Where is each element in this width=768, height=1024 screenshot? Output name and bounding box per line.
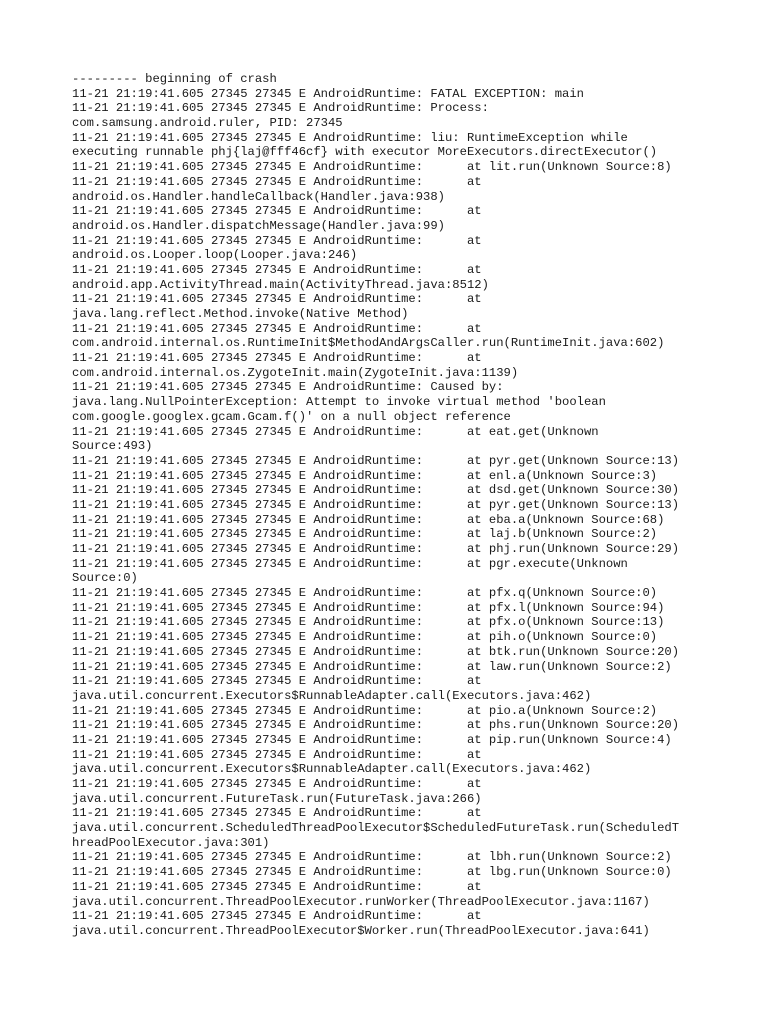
- log-line: 11-21 21:19:41.605 27345 27345 E AndroidRuntime: at lit.run(Unknown Source:8): [72, 160, 672, 175]
- log-line: java.util.concurrent.ThreadPoolExecutor$Worker.run(ThreadPoolExecutor.java:641): [72, 923, 650, 938]
- log-line: 11-21 21:19:41.605 27345 27345 E AndroidRuntime: at: [72, 351, 482, 366]
- log-line: 11-21 21:19:41.605 27345 27345 E AndroidRuntime: at pip.run(Unknown Source:4): [72, 732, 672, 747]
- log-line: 11-21 21:19:41.605 27345 27345 E AndroidRuntime: at law.run(Unknown Source:2): [72, 659, 672, 674]
- log-line: 11-21 21:19:41.605 27345 27345 E AndroidRuntime: at dsd.get(Unknown Source:30): [72, 483, 680, 498]
- log-line: com.google.googlex.gcam.Gcam.f()' on a null object reference: [72, 409, 511, 424]
- log-line: executing runnable phj{laj@fff46cf} with executor MoreExecutors.directExecutor(): [72, 145, 658, 160]
- log-line: 11-21 21:19:41.605 27345 27345 E AndroidRuntime: at phj.run(Unknown Source:29): [72, 542, 680, 556]
- log-line: com.android.internal.os.RuntimeInit$MethodAndArgsCaller.run(RuntimeInit.java:602): [72, 336, 665, 351]
- log-line: 11-21 21:19:41.605 27345 27345 E AndroidRuntime: liu: RuntimeException while: [72, 130, 628, 145]
- log-line: 11-21 21:19:41.605 27345 27345 E AndroidRuntime: at: [72, 879, 482, 894]
- log-line: 11-21 21:19:41.605 27345 27345 E AndroidRuntime: at: [72, 174, 482, 189]
- log-line: android.os.Looper.loop(Looper.java:246): [72, 248, 358, 263]
- log-line: 11-21 21:19:41.605 27345 27345 E AndroidRuntime: at lbg.run(Unknown Source:0): [72, 865, 672, 880]
- log-line: 11-21 21:19:41.605 27345 27345 E AndroidRuntime: at lbh.run(Unknown Source:2): [72, 850, 672, 865]
- log-line: android.app.ActivityThread.main(ActivityThread.java:8512): [72, 277, 489, 292]
- log-line: 11-21 21:19:41.605 27345 27345 E AndroidRuntime: at: [72, 204, 482, 219]
- log-line: 11-21 21:19:41.605 27345 27345 E AndroidRuntime: at eat.get(Unknown: [72, 424, 599, 439]
- log-line: 11-21 21:19:41.605 27345 27345 E AndroidRuntime: at pfx.l(Unknown Source:94): [72, 600, 665, 615]
- log-line: java.util.concurrent.FutureTask.run(FutureTask.java:266): [72, 791, 482, 806]
- log-line: 11-21 21:19:41.605 27345 27345 E AndroidRuntime: at pih.o(Unknown Source:0): [72, 630, 658, 645]
- log-line: 11-21 21:19:41.605 27345 27345 E AndroidRuntime: at pgr.execute(Unknown: [72, 556, 628, 571]
- log-line: 11-21 21:19:41.605 27345 27345 E AndroidRuntime: at btk.run(Unknown Source:20): [72, 644, 680, 659]
- log-line: 11-21 21:19:41.605 27345 27345 E AndroidRuntime: at: [72, 674, 482, 689]
- log-line: java.util.concurrent.ScheduledThreadPoolExecutor$ScheduledFutureTask.run(ScheduledT: [72, 821, 680, 836]
- log-line: java.util.concurrent.Executors$RunnableAdapter.call(Executors.java:462): [72, 762, 592, 777]
- log-line: java.util.concurrent.ThreadPoolExecutor.runWorker(ThreadPoolExecutor.java:1167): [72, 894, 650, 909]
- log-line: 11-21 21:19:41.605 27345 27345 E AndroidRuntime: at pfx.o(Unknown Source:13): [72, 615, 665, 630]
- log-line: 11-21 21:19:41.605 27345 27345 E AndroidRuntime: at pyr.get(Unknown Source:13): [72, 453, 680, 468]
- log-line: 11-21 21:19:41.605 27345 27345 E AndroidRuntime: Caused by:: [72, 380, 504, 395]
- log-line: 11-21 21:19:41.605 27345 27345 E AndroidRuntime: at phs.run(Unknown Source:20): [72, 718, 680, 733]
- log-line: --------- beginning of crash: [72, 72, 277, 86]
- log-line: java.lang.NullPointerException: Attempt to invoke virtual method 'boolean: [72, 395, 606, 410]
- log-line: 11-21 21:19:41.605 27345 27345 E AndroidRuntime: at pio.a(Unknown Source:2): [72, 703, 658, 718]
- log-line: 11-21 21:19:41.605 27345 27345 E AndroidRuntime: at: [72, 292, 482, 307]
- log-line: 11-21 21:19:41.605 27345 27345 E AndroidRuntime: at: [72, 233, 482, 248]
- log-line: 11-21 21:19:41.605 27345 27345 E AndroidRuntime: at enl.a(Unknown Source:3): [72, 468, 658, 483]
- log-line: 11-21 21:19:41.605 27345 27345 E AndroidRuntime: at: [72, 321, 482, 336]
- log-line: 11-21 21:19:41.605 27345 27345 E AndroidRuntime: Process:: [72, 101, 489, 116]
- log-line: hreadPoolExecutor.java:301): [72, 835, 270, 850]
- log-line: 11-21 21:19:41.605 27345 27345 E AndroidRuntime: at pfx.q(Unknown Source:0): [72, 586, 658, 601]
- log-line: 11-21 21:19:41.605 27345 27345 E AndroidRuntime: at eba.a(Unknown Source:68): [72, 512, 665, 527]
- log-line: 11-21 21:19:41.605 27345 27345 E AndroidRuntime: at pyr.get(Unknown Source:13): [72, 497, 680, 512]
- log-line: 11-21 21:19:41.605 27345 27345 E AndroidRuntime: at: [72, 777, 482, 791]
- log-line: java.util.concurrent.Executors$RunnableAdapter.call(Executors.java:462): [72, 688, 592, 703]
- log-line: 11-21 21:19:41.605 27345 27345 E AndroidRuntime: at: [72, 262, 482, 277]
- log-line: com.android.internal.os.ZygoteInit.main(ZygoteInit.java:1139): [72, 365, 519, 380]
- log-line: android.os.Handler.handleCallback(Handler.java:938): [72, 189, 445, 204]
- log-line: 11-21 21:19:41.605 27345 27345 E AndroidRuntime: FATAL EXCEPTION: main: [72, 86, 584, 101]
- log-line: Source:0): [72, 571, 138, 586]
- log-line: java.lang.reflect.Method.invoke(Native Method): [72, 307, 409, 321]
- log-line: 11-21 21:19:41.605 27345 27345 E AndroidRuntime: at: [72, 806, 482, 821]
- log-line: 11-21 21:19:41.605 27345 27345 E AndroidRuntime: at: [72, 747, 482, 762]
- log-line: com.samsung.android.ruler, PID: 27345: [72, 116, 343, 131]
- log-line: android.os.Handler.dispatchMessage(Handler.java:99): [72, 218, 445, 233]
- crash-log: [72, 72, 762, 939]
- log-line: Source:493): [72, 439, 153, 454]
- log-line: 11-21 21:19:41.605 27345 27345 E AndroidRuntime: at laj.b(Unknown Source:2): [72, 527, 658, 542]
- log-line: 11-21 21:19:41.605 27345 27345 E AndroidRuntime: at: [72, 909, 482, 924]
